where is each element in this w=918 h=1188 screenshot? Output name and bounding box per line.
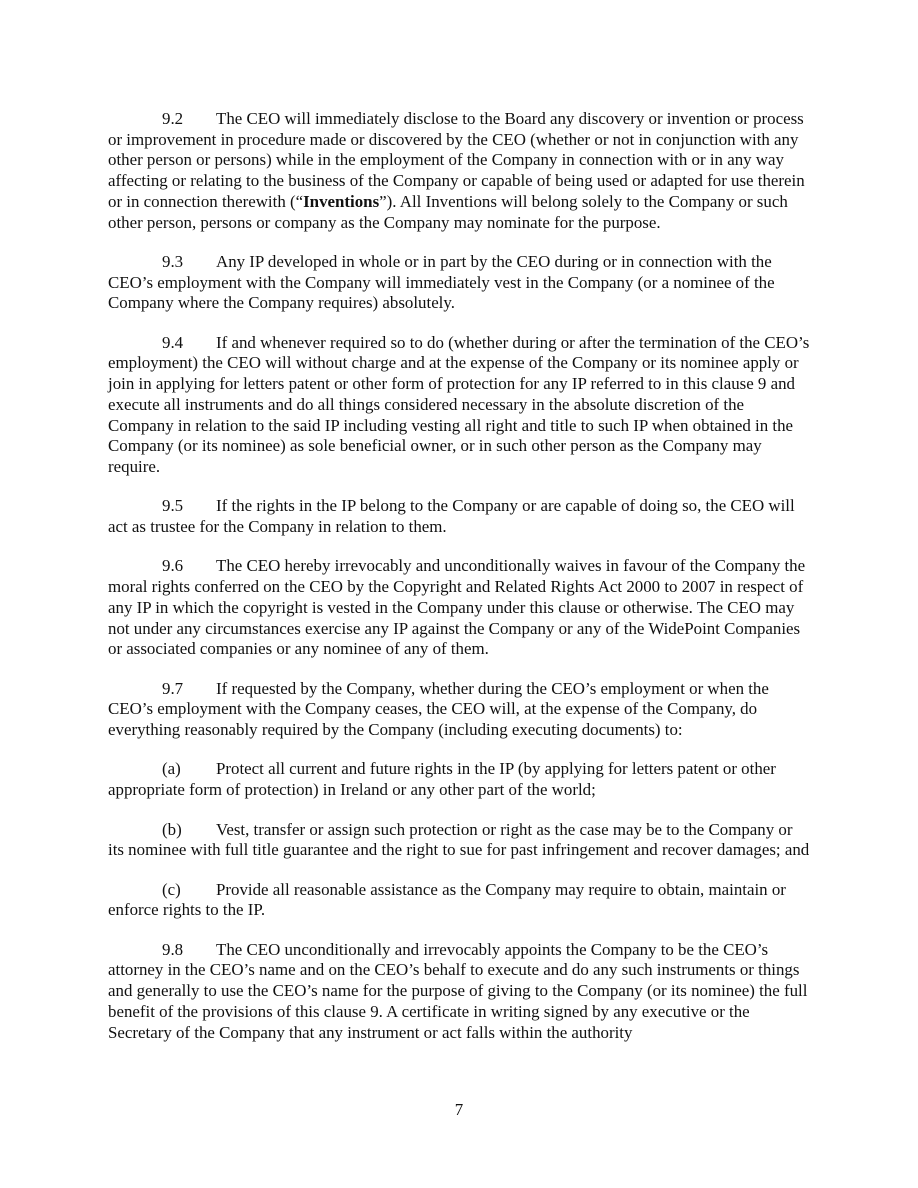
clause-9-7 — [108, 679, 812, 741]
clause-number: 9.8 — [162, 939, 184, 959]
defined-term: Inventions — [303, 191, 380, 211]
subclause-letter: (b) — [162, 819, 182, 839]
subclause-letter: (c) — [162, 879, 181, 899]
clause-text: If and whenever required so to do (whether during or after the termination of the CEO’s employment) the CEO will without charge and at the expense of the Company or its nominee apply or join in applying for letters patent or other form of protection for any IP referred to in this clause 9 and execute all instruments and do all things considered necessary in the absolute discretion of the Company in relation to the said IP including vesting all right and title to such IP when obtained in the Company (or its nominee) as sole beneficial owner, or in such other person as the Company may require. — [108, 332, 810, 476]
clause-text: Vest, transfer or assign such protection or right as the case may be to the Company or its nominee with full title guarantee and the right to sue for past infringement and recover damages; and — [108, 819, 810, 860]
clause-9-5 — [108, 496, 812, 537]
subclause-c — [108, 880, 812, 921]
clause-number: 9.5 — [162, 496, 184, 516]
clause-text: Any IP developed in whole or in part by the CEO during or in connection with the CEO’s employment with the Company will immediately vest in the Company (or a nominee of the Company where the Company requires) absolutely. — [108, 251, 775, 313]
page-number: 7 — [454, 1100, 464, 1119]
clause-text: Provide all reasonable assistance as the Company may require to obtain, maintain or enforce rights to the IP. — [108, 879, 786, 920]
clause-number: 9.2 — [162, 109, 184, 128]
document-body — [108, 109, 812, 1062]
clause-9-8 — [108, 940, 812, 1044]
clause-number: 9.4 — [162, 332, 184, 352]
clause-9-4 — [108, 333, 812, 478]
clause-9-6 — [108, 556, 812, 660]
clause-text: The CEO hereby irrevocably and unconditionally waives in favour of the Company the moral rights conferred on the CEO by the Copyright and Related Rights Act 2000 to 2007 in respect of any IP in which the copyright is vested in the Company under this clause or otherwise. The CEO may not under any circumstances exercise any IP against the Company or any of the WidePoint Companies or associated companies or any nominee of any of them. — [108, 556, 806, 659]
clause-9-2 — [108, 109, 812, 233]
subclause-a — [108, 759, 812, 800]
subclause-b — [108, 820, 812, 861]
clause-text: If requested by the Company, whether during the CEO’s employment or when the CEO’s employment with the Company ceases, the CEO will, at the expense of the Company, do everything reasonably required by the Company (including executing documents) to: — [108, 678, 769, 740]
clause-text: ”). All Inventions will belong solely to the Company or such other person, persons or company as the Company may nominate for the purpose. — [108, 191, 788, 232]
clause-text: If the rights in the IP belong to the Company or are capable of doing so, the CEO will act as trustee for the Company in relation to them. — [108, 496, 795, 537]
clause-number: 9.7 — [162, 678, 184, 698]
clause-9-3 — [108, 252, 812, 314]
clause-number: 9.3 — [162, 251, 184, 271]
clause-text: The CEO will immediately disclose to the Board any discovery or invention or process or improvement in procedure made or discovered by the CEO (whether or not in conjunction with any other person or persons) while in the employment of the Company in connection with or in any way affecting or relating to the business of the Company or capable of being used or adapted for use therein or in connection therewith (“ — [108, 109, 805, 211]
clause-number: 9.6 — [162, 556, 184, 576]
clause-text: The CEO unconditionally and irrevocably appoints the Company to be the CEO’s attorney in the CEO’s name and on the CEO’s behalf to execute and do any such instruments or things and generally to use the CEO’s name for the purpose of giving to the Company (or its nominee) the full benefit of the provisions of this clause 9. A certificate in writing signed by any executive or the Secretary of the Company that any instrument or act falls within the authority — [108, 939, 808, 1042]
clause-text: Protect all current and future rights in the IP (by applying for letters patent or other appropriate form of protection) in Ireland or any other part of the world; — [108, 759, 776, 800]
subclause-letter: (a) — [162, 759, 181, 779]
